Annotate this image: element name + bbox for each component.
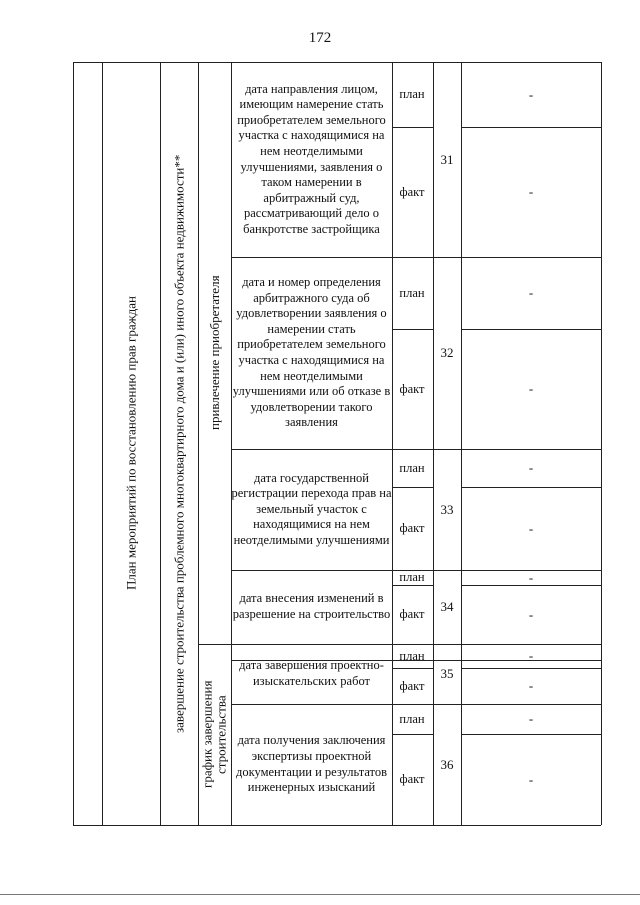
fact-value: -: [528, 678, 534, 693]
fact-value: -: [528, 184, 534, 199]
group-acquirer: привлечение приобретателя: [207, 275, 222, 431]
table-border-right: [601, 62, 602, 825]
fact-value: -: [528, 606, 534, 622]
fact-label: факт: [399, 607, 425, 621]
plan-value: -: [528, 711, 534, 726]
row-number: 34: [440, 599, 454, 614]
row-description: дата получения заключения экспертизы проектной документации и результатов инженерных изысканий: [236, 733, 387, 795]
plan-value: -: [528, 648, 534, 663]
row-number: 36: [440, 756, 454, 772]
plan-value: -: [528, 460, 534, 475]
fact-label: факт: [399, 772, 425, 786]
fact-label: факт: [399, 381, 425, 396]
section-title: завершение строительства проблемного многоквартирного дома и (или) иного объекта недвижимости**: [171, 154, 187, 733]
row-description: дата внесения изменений в разрешение на строительство: [232, 591, 391, 621]
plan-label: план: [399, 87, 425, 101]
row-number: 33: [440, 501, 454, 517]
bottom-rule: [0, 894, 640, 895]
plan-title: План мероприятий по восстановлению прав граждан: [123, 296, 139, 591]
plan-label: план: [399, 648, 425, 663]
plan-label: план: [399, 570, 425, 584]
row-description: дата завершения проектно-изыскательских работ: [239, 658, 384, 688]
fact-value: -: [528, 381, 534, 396]
group-schedule: график завершения строительства: [199, 680, 229, 789]
row-number: 32: [440, 345, 454, 360]
plan-value: -: [528, 285, 534, 300]
table-border-left: [73, 62, 74, 825]
plan-label: план: [399, 460, 425, 475]
row-number: 35: [440, 666, 454, 681]
row-description: дата и номер определения арбитражного суда об удовлетворении заявления о намерении стать приобретателем земельного участка с находящимися на нем неотделимыми улучшениями или об отказе в удовлетворении такого заявления: [232, 275, 391, 430]
plan-value: -: [528, 569, 534, 585]
row-description: дата направления лицом, имеющим намерение стать приобретателем земельного участка с находящимися на нем неотделимыми улучшениями, заявления о таком намерении в арбитражный суд, рассматривающий дело о банкротстве застройщика: [237, 81, 386, 236]
fact-label: факт: [399, 678, 425, 693]
fact-value: -: [528, 771, 534, 787]
plan-label: план: [399, 711, 425, 726]
fact-value: -: [528, 520, 534, 536]
table-border-bottom: [73, 825, 601, 826]
row-description: дата государственной регистрации перехода прав на земельный участок с находящимися на нем неотделимыми улучшениями: [231, 470, 392, 547]
plan-label: план: [399, 285, 425, 300]
plan-value: -: [528, 86, 534, 102]
fact-label: факт: [399, 184, 425, 199]
fact-label: факт: [399, 521, 425, 535]
page-number: 172: [308, 30, 332, 46]
row-number: 31: [440, 151, 454, 167]
